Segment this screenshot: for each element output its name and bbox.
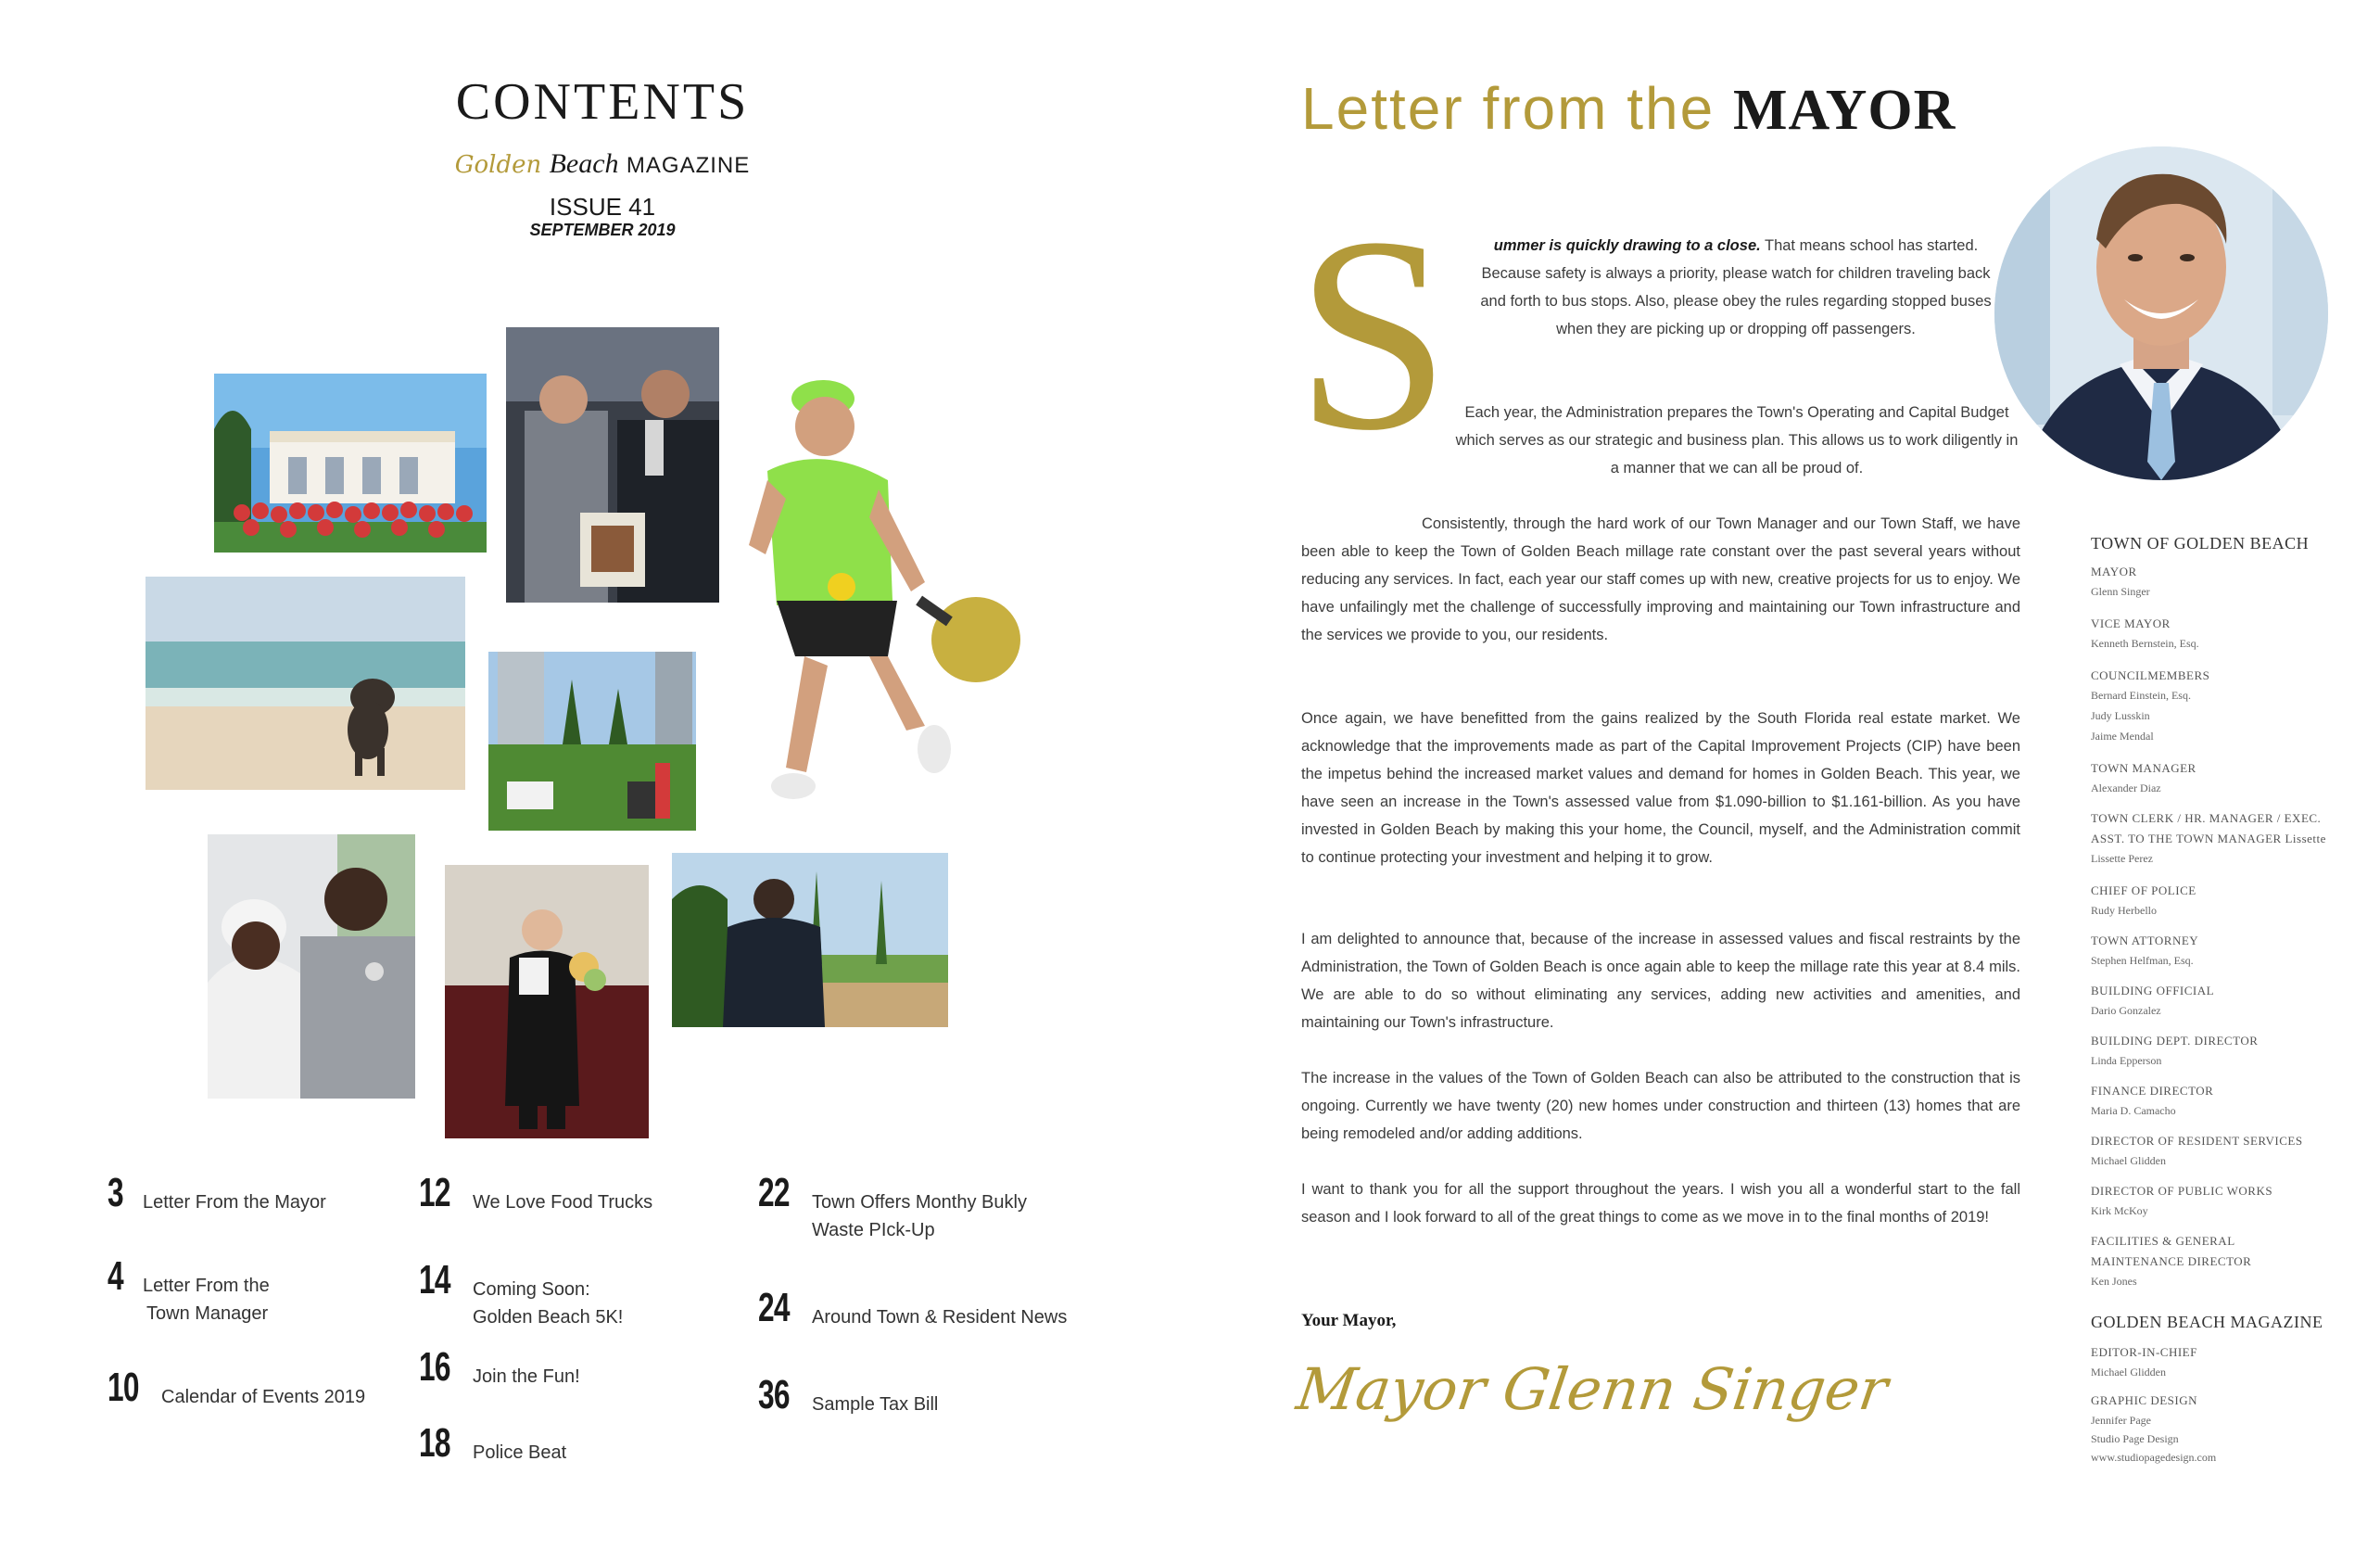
letter-paragraph-1 (1472, 232, 2000, 343)
sidebar-role: GRAPHIC DESIGN (2091, 1393, 2197, 1407)
sidebar-person: Jaime Mendal (2091, 730, 2154, 743)
letter-paragraph-3: Consistently, through the hard work of our Town Manager and our Town Staff, we have been able to keep the Town of Golden Beach millage rate constant over the past several years without reducing any services. In fact, each year our staff comes up with new, creative projects for us to enjoy. We have unfailingly met the challenge of successfully improving and maintaining our Town infrastructure and the services we provide to you, our residents. (1301, 515, 2020, 643)
photo-group-at-house (214, 374, 487, 553)
sidebar-role: CHIEF OF POLICE (2091, 883, 2196, 897)
toc-page-number: 10 (108, 1365, 139, 1410)
sidebar-role: ASST. TO THE TOWN MANAGER Lissette (2091, 832, 2326, 845)
letter-closing: Your Mayor, (1301, 1311, 1397, 1330)
photo-officer-award (445, 865, 649, 1138)
sidebar-person: Rudy Herbello (2091, 904, 2157, 917)
magazine-logo-golden: Golden (454, 151, 542, 179)
sidebar-role: FINANCE DIRECTOR (2091, 1084, 2214, 1098)
photo-handshake (506, 327, 719, 603)
sidebar-role: BUILDING OFFICIAL (2091, 984, 2215, 997)
toc-label: Coming Soon: Golden Beach 5K! (473, 1279, 624, 1328)
sidebar-town-heading: TOWN OF GOLDEN BEACH (2091, 534, 2310, 553)
sidebar-person: Michael Glidden (2091, 1154, 2166, 1167)
toc-label: Town Offers Monthy Bukly Waste PIck-Up (812, 1192, 1027, 1240)
letter-title-bold: MAYOR (1732, 79, 1956, 142)
toc-page-number: 36 (758, 1372, 790, 1417)
mayor-portrait (1994, 146, 2328, 480)
sidebar-role: VICE MAYOR (2091, 616, 2171, 630)
sidebar-role: BUILDING DEPT. DIRECTOR (2091, 1034, 2259, 1048)
toc-page-number: 18 (419, 1420, 450, 1466)
toc-page-number: 14 (419, 1257, 450, 1302)
issue-date: SEPTEMBER 2019 (529, 221, 676, 239)
toc-label: Letter From the Town Manager (143, 1276, 270, 1324)
magazine-logo (371, 148, 834, 180)
sidebar-role: TOWN MANAGER (2091, 761, 2196, 775)
sidebar-person: Kirk McKoy (2091, 1204, 2148, 1217)
toc-label: Police Beat (473, 1442, 567, 1463)
mayor-signature: Mayor Glenn Singer (1292, 1355, 1893, 1423)
toc-label: Join the Fun! (473, 1366, 580, 1387)
sidebar-person: Glenn Singer (2091, 585, 2150, 598)
sidebar-magazine-heading: GOLDEN BEACH MAGAZINE (2091, 1313, 2323, 1331)
magazine-logo-word: MAGAZINE (626, 153, 751, 178)
letter-paragraph-2: Each year, the Administration prepares the Town's Operating and Capital Budget which serves as our strategic and business plan. This allows us to work diligently in a manner that we can all be proud of. (1455, 404, 2019, 476)
photo-dog-on-beach (146, 577, 465, 790)
sidebar-role: COUNCILMEMBERS (2091, 668, 2210, 682)
toc-label: We Love Food Trucks (473, 1192, 653, 1213)
sidebar-role: MAYOR (2091, 565, 2137, 578)
sidebar-role: FACILITIES & GENERAL (2091, 1234, 2235, 1248)
sidebar-person: Dario Gonzalez (2091, 1004, 2161, 1017)
toc-label: Calendar of Events 2019 (161, 1387, 366, 1407)
sidebar-role: MAINTENANCE DIRECTOR (2091, 1254, 2252, 1268)
sidebar-role: TOWN CLERK / HR. MANAGER / EXEC. (2091, 811, 2322, 825)
toc-label: Letter From the Mayor (143, 1192, 326, 1213)
toc-page-number: 3 (108, 1170, 123, 1215)
sidebar-person: Alexander Diaz (2091, 781, 2161, 794)
photo-park-event (488, 652, 696, 831)
toc-page-number: 24 (758, 1285, 790, 1330)
toc-label: Around Town & Resident News (812, 1307, 1068, 1328)
contents-title: CONTENTS (455, 73, 750, 131)
sidebar-website[interactable]: www.studiopagedesign.com (2091, 1451, 2217, 1464)
issue-number: ISSUE 41 (549, 193, 656, 221)
sidebar-person: Bernard Einstein, Esq. (2091, 689, 2191, 702)
toc-page-number: 12 (419, 1170, 450, 1215)
sidebar-person: Judy Lusskin (2091, 709, 2150, 722)
photo-pickleball-player (749, 360, 1027, 828)
photo-police-pin (208, 834, 415, 1099)
sidebar-person: Ken Jones (2091, 1275, 2137, 1288)
sidebar-person: Lissette Perez (2091, 852, 2153, 865)
letter-lead-in: ummer is quickly drawing to a close. (1493, 237, 1761, 254)
sidebar-person: Jennifer Page (2091, 1414, 2151, 1427)
letter-paragraph-5: I am delighted to announce that, because of the increase in assessed values and fiscal restraints by the Administration, the Town of Golden Beach is once again able to keep the millage rate this year at 8.4 mils. We are able to do so without eliminating any services, adding new activities and amenities, and maintaining our Town's infrastructure. (1301, 931, 2020, 1031)
sidebar-person: Studio Page Design (2091, 1432, 2179, 1445)
letter-intro-text: That means school has started. Because safety is always a priority, please watch for children traveling back and forth to bus stops. Also, please obey the rules regarding stopped buses when they are picking up or dropping off passengers. (1480, 237, 1992, 337)
toc-label: Sample Tax Bill (812, 1394, 939, 1415)
sidebar-person: Michael Glidden (2091, 1366, 2166, 1378)
photo-runner-palms (672, 853, 948, 1027)
sidebar-role: DIRECTOR OF PUBLIC WORKS (2091, 1184, 2273, 1198)
letter-paragraph-6: The increase in the values of the Town of Golden Beach can also be attributed to the construction that is ongoing. Currently we have twenty (20) new homes under construction and thirteen (13) homes that are being remodeled and/or adding additions. (1301, 1070, 2020, 1142)
sidebar-person: Maria D. Camacho (2091, 1104, 2176, 1117)
sidebar-person: Stephen Helfman, Esq. (2091, 954, 2194, 967)
sidebar-person: Kenneth Bernstein, Esq. (2091, 637, 2199, 650)
letter-paragraph-7: I want to thank you for all the support throughout the years. I wish you all a wonderful start to the fall season and I look forward to all of the great things to come as we move in to the final months of 2019! (1301, 1181, 2020, 1226)
letter-title (1301, 74, 1956, 144)
letter-title-prefix: Letter from the (1301, 75, 1715, 142)
magazine-logo-beach: Beach (549, 148, 619, 179)
sidebar-person: Linda Epperson (2091, 1054, 2162, 1067)
sidebar-role: TOWN ATTORNEY (2091, 934, 2199, 947)
letter-paragraph-4: Once again, we have benefitted from the gains realized by the South Florida real estate market. We acknowledge that the improvements made as part of the Capital Improvement Projects (CIP) have been the impetus behind the increased market values and demand for homes in Golden Beach. This year, we have seen an increase in the Town's assessed value from $1.090-billion to $1.161-billion. As you have invested in Golden Beach by making this your home, the Council, myself, and the Administration commit to continue protecting your investment and helping it to grow. (1301, 710, 2020, 866)
toc-page-number: 16 (419, 1344, 450, 1390)
toc-page-number: 4 (108, 1253, 123, 1299)
toc-page-number: 22 (758, 1170, 790, 1215)
sidebar-role: DIRECTOR OF RESIDENT SERVICES (2091, 1134, 2303, 1148)
sidebar-role: EDITOR-IN-CHIEF (2091, 1345, 2197, 1359)
drop-cap: S (1296, 180, 1450, 488)
